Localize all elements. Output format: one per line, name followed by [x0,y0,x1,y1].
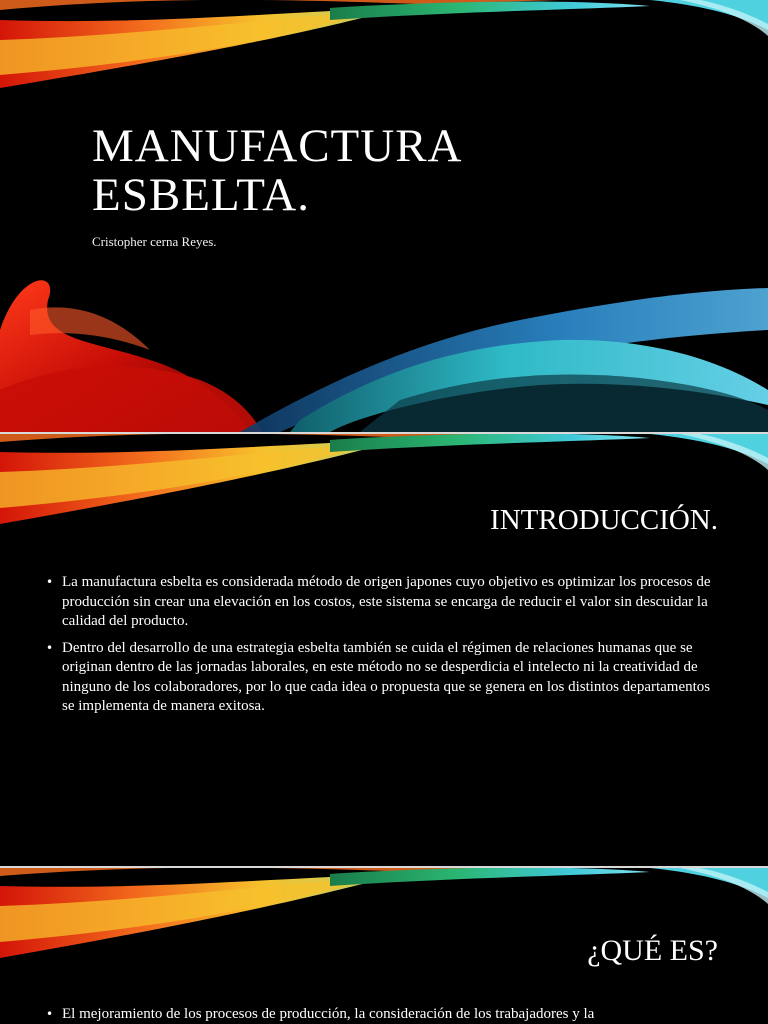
bullet-list [46,573,726,724]
title-line-1: MANUFACTURA [92,120,463,172]
presentation-title [92,122,463,220]
slide-heading: ¿QUÉ ES? [587,934,718,967]
slide-heading: INTRODUCCIÓN. [490,504,718,536]
definition-slide [0,868,768,1024]
introduction-slide [0,434,768,866]
bullet-item: • La manufactura esbelta es considerada método de origen japones cuyo objetivo es optimizar los procesos de producción sin crear una elevación en los costos, este sistema se encarga de reducir el valor sin descuidar la calidad del producto. [46,573,726,632]
bullet-item: • El mejoramiento de los procesos de producción, la consideración de los trabajadores y la [46,1005,726,1024]
bullet-item: • Dentro del desarrollo de una estrategia esbelta también se cuida el régimen de relaciones humanas que se originan dentro de las jornadas laborales, en este método no se desperdicia el intelecto ni la creatividad de ninguno de los colaboradores, por lo que cada idea o propuesta que se genera en los distintos departamentos se implementa de manera exitosa. [46,639,726,717]
presentation-author: Cristopher cerna Reyes. [92,234,217,249]
title-slide [0,0,768,432]
title-line-2: ESBELTA. [92,169,310,221]
bullet-list [46,1005,726,1024]
